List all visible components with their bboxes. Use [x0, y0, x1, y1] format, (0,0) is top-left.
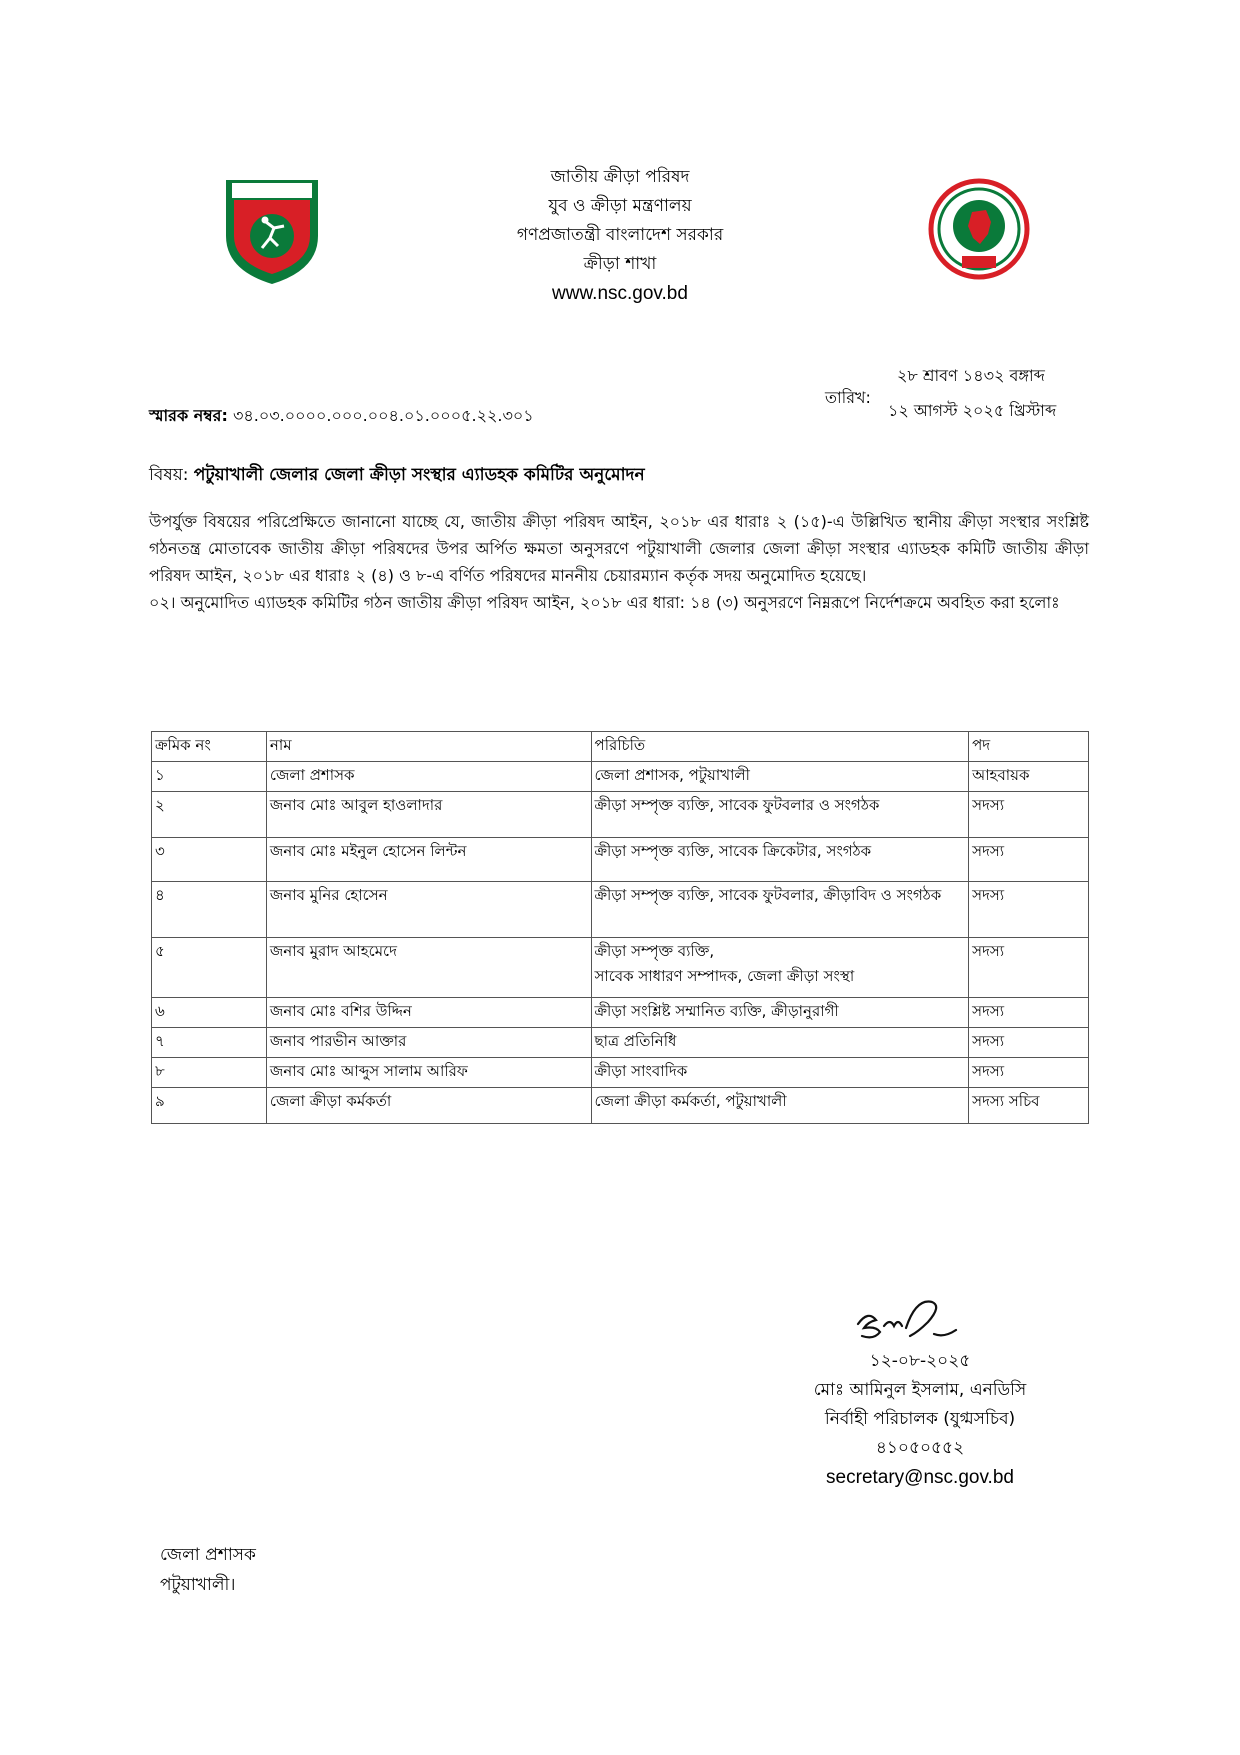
cell-intro: ক্রীড়া সম্পৃক্ত ব্যক্তি, সাবেক ক্রিকেটার, সংগঠক	[591, 838, 969, 882]
cell-intro: ছাত্র প্রতিনিধি	[591, 1028, 969, 1058]
date-label: তারিখ:	[825, 388, 871, 407]
cell-intro: ক্রীড়া সম্পৃক্ত ব্যক্তি, সাবেক ফুটবলার, ক্রীড়াবিদ ও সংগঠক	[591, 882, 969, 938]
subject-text: পটুয়াখালী জেলার জেলা ক্রীড়া সংস্থার এ্যাডহক কমিটির অনুমোদন	[193, 465, 645, 485]
table-row	[152, 882, 1089, 938]
cell-intro: ক্রীড়া সাংবাদিক	[591, 1058, 969, 1088]
cell-post: সদস্য সচিব	[969, 1088, 1089, 1124]
col-header-serial: ক্রমিক নং	[152, 732, 267, 762]
cell-serial: ৭	[152, 1028, 267, 1058]
sign-date: ১২-০৮-২০২৫	[869, 1351, 971, 1371]
header-branch: ক্রীড়া শাখা	[583, 254, 657, 274]
recipient-line-1: জেলা প্রশাসক	[160, 1545, 256, 1565]
cell-name: জনাব মোঃ আব্দুস সালাম আরিফ	[266, 1058, 591, 1088]
cell-post: সদস্য	[969, 938, 1089, 998]
table-row	[152, 838, 1089, 882]
cell-serial: ৫	[152, 938, 267, 998]
cell-serial: ৬	[152, 998, 267, 1028]
col-header-post: পদ	[969, 732, 1089, 762]
cell-serial: ৮	[152, 1058, 267, 1088]
table-row	[152, 762, 1089, 792]
header-ministry: যুব ও ক্রীড়া মন্ত্রণালয়	[548, 196, 692, 216]
cell-post: সদস্য	[969, 882, 1089, 938]
cell-serial: ৯	[152, 1088, 267, 1124]
body-paragraph-1: উপর্যুক্ত বিষয়ের পরিপ্রেক্ষিতে জানানো যাচ্ছে যে, জাতীয় ক্রীড়া পরিষদ আইন, ২০১৮ এর ধারাঃ ২ (১৫)-এ উল্লিখিত স্থানীয় ক্রীড়া সংস্থার সংশ্লিষ্ট গঠনতন্ত্র মোতাবেক জাতীয় ক্রীড়া পরিষদের উপর অর্পিত ক্ষমতা অনুসরণে পটুয়াখালী জেলার জেলা ক্রীড়া সংস্থার এ্যাডহক কমিটি জাতীয় ক্রীড়া পরিষদ আইন, ২০১৮ এর ধারাঃ ২ (৪) ও ৮-এ বর্ণিত পরিষদের মাননীয় চেয়ারম্যান কর্তৃক সদয় অনুমোদিত হয়েছে।	[149, 512, 1089, 585]
subject	[149, 462, 645, 490]
signatory-designation: নির্বাহী পরিচালক (যুগ্মসচিব)	[824, 1409, 1016, 1429]
cell-post: আহবায়ক	[969, 762, 1089, 792]
cell-post: সদস্য	[969, 998, 1089, 1028]
header-website-link[interactable]: www.nsc.gov.bd	[552, 283, 688, 304]
cell-serial: ২	[152, 792, 267, 838]
signatory-name: মোঃ আমিনুল ইসলাম, এনডিসি	[813, 1380, 1027, 1400]
subject-label: বিষয়:	[149, 465, 189, 485]
cell-intro-line-1: ক্রীড়া সম্পৃক্ত ব্যক্তি,	[594, 942, 715, 960]
col-header-name: নাম	[266, 732, 591, 762]
government-seal	[928, 178, 1030, 280]
header-org: জাতীয় ক্রীড়া পরিষদ	[550, 167, 690, 187]
cell-name: জেলা প্রশাসক	[266, 762, 591, 792]
cell-post: সদস্য	[969, 1058, 1089, 1088]
cell-intro: ক্রীড়া সংশ্লিষ্ট সম্মানিত ব্যক্তি, ক্রীড়ানুরাগী	[591, 998, 969, 1028]
date-english: ১২ আগস্ট ২০২৫ খ্রিস্টাব্দ	[888, 401, 1057, 420]
cell-intro: ক্রীড়া সম্পৃক্ত ব্যক্তি, সাবেক ফুটবলার ও সংগঠক	[591, 792, 969, 838]
table-row	[152, 938, 1089, 998]
signatory-phone: ৪১০৫০৫৫২	[875, 1438, 965, 1458]
memo-number	[149, 403, 534, 430]
signatory-block	[760, 1347, 1080, 1492]
signatory-email-link[interactable]: secretary@nsc.gov.bd	[826, 1467, 1014, 1488]
cell-name: জনাব পারভীন আক্তার	[266, 1028, 591, 1058]
letter-body	[149, 508, 1089, 616]
cell-name: জনাব মুনির হোসেন	[266, 882, 591, 938]
table-row	[152, 1058, 1089, 1088]
memo-value: ৩৪.০৩.০০০০.০০০.০০৪.০১.০০০৫.২২.৩০১	[232, 406, 534, 425]
date-bangla: ২৮ শ্রাবণ ১৪৩২ বঙ্গাব্দ	[897, 366, 1045, 385]
header-government: গণপ্রজাতন্ত্রী বাংলাদেশ সরকার	[516, 225, 724, 245]
table-header-row	[152, 732, 1089, 762]
cell-serial: ৪	[152, 882, 267, 938]
signature	[850, 1290, 960, 1350]
cell-serial: ৩	[152, 838, 267, 882]
cell-post: সদস্য	[969, 1028, 1089, 1058]
committee-table	[151, 731, 1089, 1124]
table-row	[152, 998, 1089, 1028]
recipient-line-2: পটুয়াখালী।	[160, 1575, 236, 1595]
cell-serial: ১	[152, 762, 267, 792]
table-row	[152, 1088, 1089, 1124]
cell-intro	[591, 938, 969, 998]
cell-name: জনাব মুরাদ আহমেদে	[266, 938, 591, 998]
table-row	[152, 1028, 1089, 1058]
table-row	[152, 792, 1089, 838]
letterhead	[420, 163, 820, 308]
cell-intro: জেলা ক্রীড়া কর্মকর্তা, পটুয়াখালী	[591, 1088, 969, 1124]
recipient	[160, 1540, 256, 1600]
cell-intro-line-2: সাবেক সাধারণ সম্পাদক, জেলা ক্রীড়া সংস্থা	[594, 967, 855, 985]
col-header-intro: পরিচিতি	[591, 732, 969, 762]
nsc-logo	[222, 178, 322, 286]
cell-post: সদস্য	[969, 792, 1089, 838]
cell-name: জনাব মোঃ বশির উদ্দিন	[266, 998, 591, 1028]
body-paragraph-2: ০২। অনুমোদিত এ্যাডহক কমিটির গঠন জাতীয় ক্রীড়া পরিষদ আইন, ২০১৮ এর ধারা: ১৪ (৩) অনুসরণে নিম্নরূপে নির্দেশক্রমে অবহিত করা হলোঃ	[149, 593, 1060, 612]
cell-intro: জেলা প্রশাসক, পটুয়াখালী	[591, 762, 969, 792]
cell-post: সদস্য	[969, 838, 1089, 882]
cell-name: জনাব মোঃ মইনুল হোসেন লিন্টন	[266, 838, 591, 882]
cell-name: জনাব মোঃ আবুল হাওলাদার	[266, 792, 591, 838]
memo-label: স্মারক নম্বর:	[149, 406, 228, 425]
cell-name: জেলা ক্রীড়া কর্মকর্তা	[266, 1088, 591, 1124]
